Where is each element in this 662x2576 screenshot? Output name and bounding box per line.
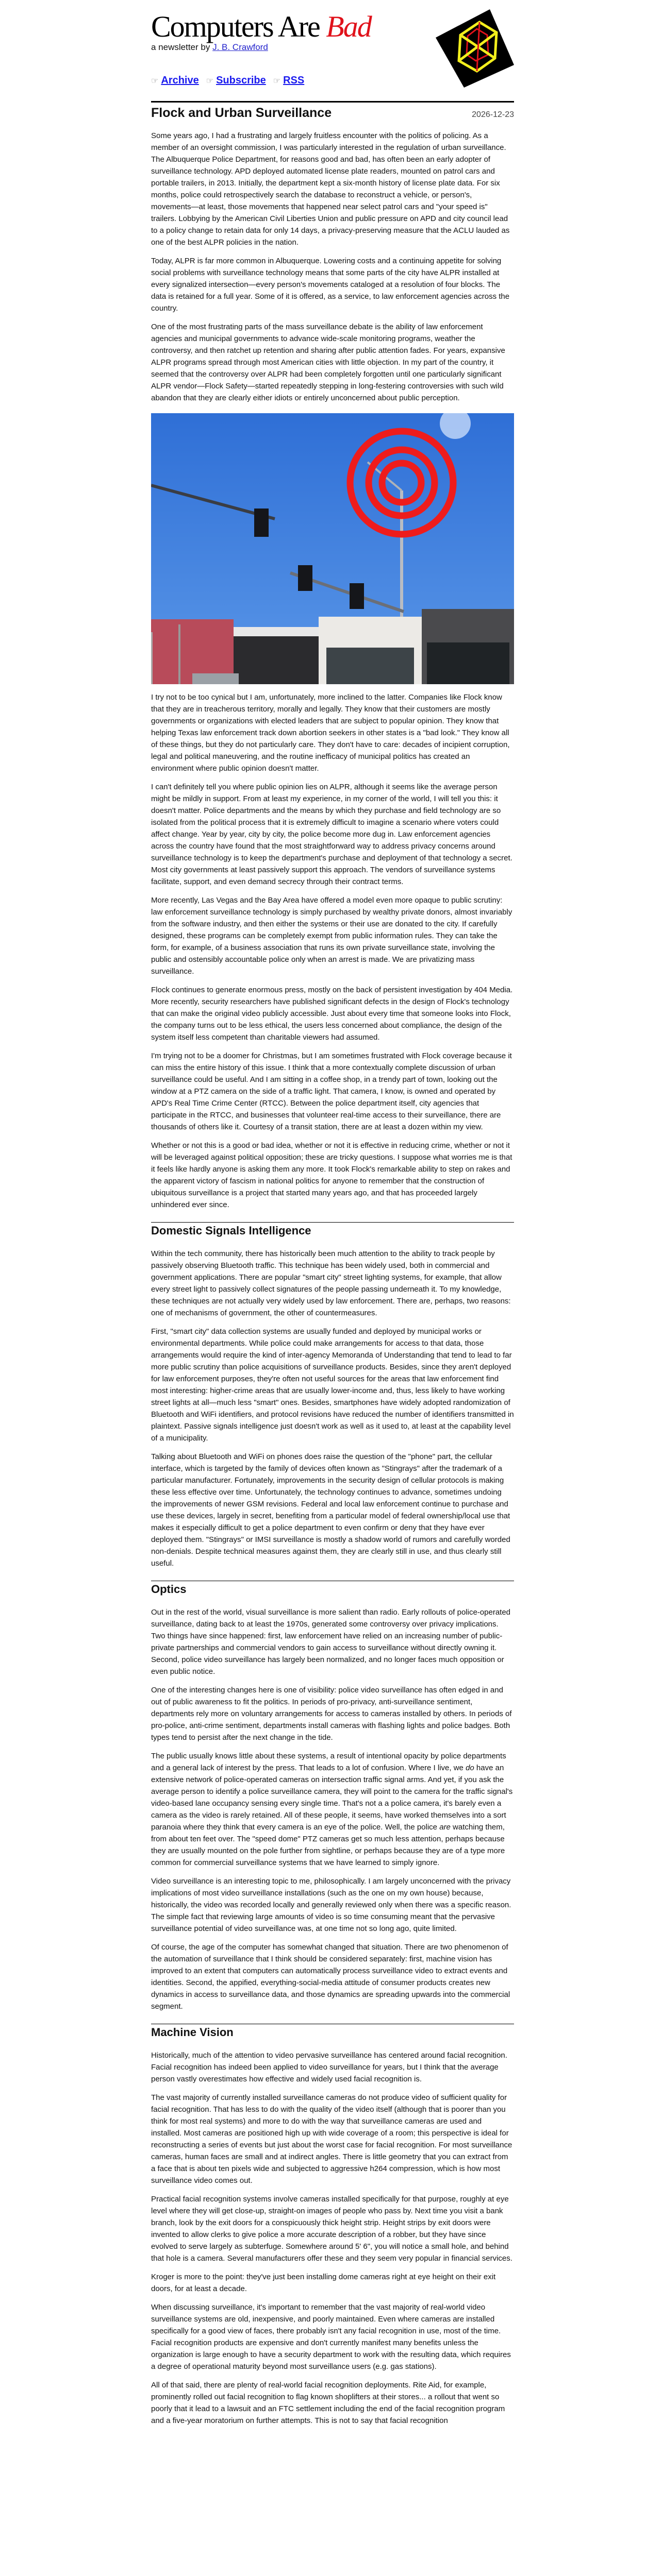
article-title: Flock and Urban Surveillance	[151, 106, 332, 120]
body-paragraph	[151, 2092, 514, 2187]
nav-rss[interactable]	[273, 75, 304, 87]
body-paragraph	[151, 130, 514, 248]
byline-prefix: a newsletter by	[151, 42, 210, 52]
paragraph-text: All of that said, there are plenty of real-world facial recognition deployments. Rite Aid, for example, prominently rolled out facial recognition to flag known shoplifters at their stores... a rollout that went so poorly that it lead to a lawsuit and an FTC settlement including the end of the facial recognition program and a five-year moratorium on further attempts. This is not to say that facial recognition	[151, 2381, 505, 2425]
site-title[interactable]	[151, 9, 371, 44]
paragraph-text: One of the interesting changes here is one of visibility: police video surveillance has often edged in and out of public awareness to fit the politics. In periods of pro-privacy, anti-surveillance sentiment, departments rely more on voluntary arrangements for access to cameras installed by others. In periods of pro-police, anti-crime sentiment, departments install cameras with flashing lights and police badges. Both types tend to persist after the next change in the tide.	[151, 1686, 512, 1742]
paragraph-text: Today, ALPR is far more common in Albuquerque. Lowering costs and a continuing appetite for solving social problems with surveillance technology means that some parts of the city have ALPR installed at every signalized intersection—every person's movements cataloged at a resolution of four blocks. The data is retained for a full year. Some of it is offered, as a service, to law enforcement agencies across the country.	[151, 257, 510, 313]
paragraph-text: First, "smart city" data collection systems are usually funded and deployed by municipal works or environmental departments. While police could make arrangements for access to that data, those arrangements would require the kind of inter-agency Memoranda of Understanding that tend to lead to far more public scrutiny than police acquisitions of surveillance products. Besides, since they aren't deployed for law enforcement purposes, they're often not useful sources for the areas that law enforcement find most interesting: higher-crime areas that are usually lower-income and, thus, less likely to have working street lights at all—much less "smart" ones. Besides, smartphones have widely adopted randomization of Bluetooth and WiFi identifiers, and protocol revisions have reduced the number of identifiers transmitted in plaintext. Passive signals intelligence just doesn't work as well as it used to, at least at the capability level of a municipality.	[151, 1327, 514, 1443]
paragraph-text: More recently, Las Vegas and the Bay Area have offered a model even more opaque to public scrutiny: law enforcement surveillance technology is simply purchased by wealthy private donors, almost invariably from the software industry, and then either the systems or their use are donated to the city. If carefully designed, these programs can be completely exempt from public information rules. They can take the form, for example, of a business association that runs its own private surveillance state, involving the public and ostensibly accountable police only when an arrest is made. We are privatizing mass surveillance.	[151, 896, 512, 976]
paragraph-text: I'm trying not to be a doomer for Christmas, but I am sometimes frustrated with Flock coverage because it can miss the entire history of this issue. I think that a more contextually complete discussion of urban surveillance could be useful. And I am sitting in a coffee shop, in a trendy part of town, looking out the window at a PTZ camera on the side of a traffic light. That camera, I know, is owned and operated by APD's Real Time Crime Center (RTCC). Between the police department itself, city agencies that participate in the RTCC, and businesses that volunteer real-time access to their surveillance, there are thousands of others like it. Courtesy of a transit station, there are at least a dozen within my view.	[151, 1052, 512, 1131]
section-heading: Optics	[151, 1583, 187, 1596]
body-paragraph	[151, 1606, 514, 1677]
body-paragraph	[151, 1684, 514, 1743]
site-logo-icon[interactable]	[436, 9, 514, 88]
body-paragraph	[151, 781, 514, 888]
article-header	[151, 106, 514, 121]
page-column	[151, 0, 514, 2427]
body-paragraph	[151, 321, 514, 404]
body-paragraph	[151, 691, 514, 774]
subscribe-link[interactable]: Subscribe	[216, 75, 266, 86]
body-paragraph	[151, 2301, 514, 2372]
paragraph-text: Some years ago, I had a frustrating and largely fruitless encounter with the politics of policing. As a member of an oversight commission, I was particularly interested in the regulation of urban surveillance. The Albuquerque Police Department, for reasons good and bad, has often been an early adopter of surveillance technology. APD deployed automated license plate readers, mounted on patrol cars and portable trailers, in 2013. Initially, the department kept a six-month history of license plate data. For six months, police could retrospectively search the database to reconstruct a vehicle, or person's, movements—at least, those movements that happened near select patrol cars and "your speed is" trailers. Lobbying by the American Civil Liberties Union and public pressure on APD and city council lead to a policy change to retain data for only 14 days, a privacy-preserving measure that the ACLU lauded as one of the best ALPR policies in the nation.	[151, 131, 510, 247]
paragraph-text: One of the most frustrating parts of the mass surveillance debate is the ability of law enforcement agencies and municipal governments to advance wide-scale monitoring programs, weather the controversy, and then ratchet up retention and sharing after public attention fades. For years, expansive ALPR programs spread through most American cities with little objection. In my part of the country, it seemed that the controversy over ALPR had been completely forgotten until one particularly significant ALPR vendor—Flock Safety—started repeatedly stepping in long-festering controversies with such wild abandon that they are clearly either idiots or entirely unconcerned about public perception.	[151, 323, 505, 402]
body-paragraph	[151, 1875, 514, 1935]
body-paragraph	[151, 255, 514, 314]
paragraph-text: Historically, much of the attention to video pervasive surveillance has centered around facial recognition. Facial recognition has indeed been applied to video surveillance for years, but I think that the average person vastly overestimates how effective and widely used facial recognition is.	[151, 2051, 507, 2083]
byline	[151, 42, 268, 53]
emphasis-text: do	[466, 1764, 474, 1772]
article-body	[151, 130, 514, 2427]
body-paragraph	[151, 1941, 514, 2012]
nav-subscribe[interactable]	[206, 75, 266, 87]
body-paragraph	[151, 1451, 514, 1569]
paragraph-text: Within the tech community, there has historically been much attention to the ability to track people by passively observing Bluetooth traffic. This technique has been widely used, both in commercial and government applications. There are popular "smart city" street lighting systems, for example, that allow every street light to passively collect signatures of the people passing underneath it. To my knowledge, these techniques are not actually very widely used by law enforcement. There are, perhaps, two reasons: one of mechanisms of government, the other of countermeasures.	[151, 1249, 511, 1317]
archive-link[interactable]: Archive	[161, 75, 199, 86]
section-heading: Domestic Signals Intelligence	[151, 1224, 311, 1237]
site-title-main: Computers Are	[151, 10, 320, 43]
article-date: 2026-12-23	[472, 110, 514, 119]
body-paragraph	[151, 2049, 514, 2085]
section-heading: Machine Vision	[151, 2026, 234, 2039]
paragraph-text: Practical facial recognition systems involve cameras installed specifically for that purpose, roughly at eye level where they will get close-up, straight-on images of people who pass by. Next time you visit a bank branch, look by the exit doors for a conspicuously thick height strip. Height strips by exit doors were invented to allow clerks to give police a more accurate description of a robber, but they have since evolved to serve largely as subterfuge. Somewhere around 5' 6", you will notice a small hole, and behind that hole is a camera. Several manufacturers offer these and they seem very popular in financial services.	[151, 2195, 512, 2263]
paragraph-text: have an extensive network of police-operated cameras on intersection traffic signal arms. And yet, if you ask the average person to identify a police surveillance camera, they will point to the camera for the traffic signal's video-based lane occupancy sensing every single time. That's not a a police camera, it's barely even a camera as the video is rarely retained. All of these people, it seems, have worked themselves into a sort paranoia where they think that every camera is an eye of the police. Well, the police	[151, 1764, 513, 1832]
site-header	[151, 0, 514, 101]
body-paragraph	[151, 1248, 514, 1319]
street-photo-alpr-camera	[151, 413, 514, 684]
body-paragraph	[151, 1140, 514, 1211]
paragraph-text: Out in the rest of the world, visual surveillance is more salient than radio. Early rollouts of police-operated surveillance, dating back to at least the 1970s, generated some controversy over privacy implications. Two things have since happened: first, law enforcement have relied on an increasing number of public-private partnerships and commercial vendors to gain access to surveillance without directly owning it. Second, police video surveillance has largely been normalized, and no longer faces much opposition or even public notice.	[151, 1608, 511, 1676]
rss-link[interactable]: RSS	[283, 75, 305, 86]
paragraph-text: Talking about Bluetooth and WiFi on phones does raise the question of the "phone" part, the cellular interface, which is targeted by the family of devices often known as "Stingrays" after the trademark of a particular manufacturer. Fortunately, improvements in the security design of cellular protocols is making these less effective over time. Unfortunately, the technology continues to advance, sometimes undoing the improvements of newer GSM revisions. Federal and local law enforcement continue to purchase and use these devices, largely in secret, benefiting from a particular model of federal ownership/local use that makes it especially difficult to get a police department to even confirm or deny that they have ever deployed them. "Stingrays" or IMSI surveillance is mostly a shadow world of rumors and carefully worded non-denials. Despite technical measures against them, they are clearly still in use, and thus clearly still useful.	[151, 1452, 510, 1568]
author-link[interactable]: J. B. Crawford	[212, 42, 268, 52]
section-divider	[151, 1222, 514, 1223]
paragraph-text: watching them, from about ten feet over. The "speed dome" PTZ cameras get so much less attention, perhaps because they are usually mounted on the pole further from sightline, or perhaps because they are of a type more common for commercial surveillance systems that we have learned to simply ignore.	[151, 1823, 505, 1867]
pointing-hand-icon: ☞	[151, 77, 159, 86]
body-paragraph	[151, 2193, 514, 2264]
body-paragraph	[151, 2379, 514, 2427]
site-title-accent: Bad	[326, 10, 371, 43]
paragraph-text: I try not to be too cynical but I am, unfortunately, more inclined to the latter. Companies like Flock know that they are in treacherous territory, morally and legally. They know that their customers are mostly governments or organizations with elected leaders that are subject to popular opinion. They know that helping Texas law enforcement track down abortion seekers in other states is a "bad look." They know all of these things, but they do not particularly care. They don't have to care: decades of incipient corruption, legal and political maneuvering, and the routine inefficacy of municipal politics has created an environment where public opinion doesn't matter.	[151, 693, 510, 773]
paragraph-text: Flock continues to generate enormous press, mostly on the back of persistent investigation by 404 Media. More recently, security researchers have published significant defects in the design of Flock's technology that can make the original video publicly accessible. Just about every time that someone looks into Flock, the company turns out to be less ethical, the users less concerned about compliance, the design of the system itself less competent than charitable viewers had assumed.	[151, 986, 513, 1042]
body-paragraph	[151, 1750, 514, 1869]
paragraph-text: Kroger is more to the point: they've just been installing dome cameras right at eye height on their exit doors, for at least a decade.	[151, 2273, 496, 2293]
body-paragraph	[151, 984, 514, 1043]
paragraph-text: Whether or not this is a good or bad idea, whether or not it is effective in reducing crime, whether or not it will be leveraged against political opposition; these are tricky questions. I suppose what worries me is that it feels like hardly anyone is asking them any more. It took Flock's remarkable ability to step on rakes and the apparent victory of fascism in national politics for anyone to remember that the construction of ubiquitous surveillance is a project that started many years ago, and that has proceeded largely unhindered ever since.	[151, 1141, 512, 1209]
body-paragraph	[151, 2271, 514, 2295]
paragraph-text: The vast majority of currently installed surveillance cameras do not produce video of sufficient quality for facial recognition. That has less to do with the quality of the video itself (although that is poorer than you think for most real systems) and more to do with the way that surveillance cameras are used and installed. Most cameras are positioned high up with wide coverage of a room; this perspective is ideal for reconstructing a series of events but just about the worst case for facial recognition. For most surveillance cameras, human faces are small and at indirect angles. There is little geometry that you can extract from a face that is about ten pixels wide and subjected to aggressive h264 compression, which is how most surveillance video comes out.	[151, 2093, 512, 2185]
paragraph-text: Video surveillance is an interesting topic to me, philosophically. I am largely unconcerned with the privacy implications of most video surveillance installations (such as the one on my own house) because, historically, the video was recorded locally and generally reviewed only when there was a specific reason. The simple fact that reviewing large amounts of video is so time consuming meant that the pervasive surveillance potential of video surveillance was, at one time not so long ago, quite limited.	[151, 1877, 511, 1933]
nav-archive[interactable]	[151, 75, 199, 87]
paragraph-text: I can't definitely tell you where public opinion lies on ALPR, although it seems like the average person might be mildly in support. From at least my experience, in my corner of the world, I will tell you this: it doesn't matter. Police departments and the means by which they purchase and field technology are so isolated from the political process that it is extremely difficult to imagine a scenario where voters could affect change. Year by year, city by city, the police become more dug in. Law enforcement agencies across the country have found that the most straightforward way to address privacy concerns around surveillance technology is to keep the department's purchase and deployment of that technology a secret. Most city governments at least passively support this approach. The vendors of surveillance systems facilitate, support, and even demand secrecy through their contract terms.	[151, 783, 512, 886]
body-paragraph	[151, 1050, 514, 1133]
pointing-hand-icon: ☞	[273, 77, 281, 86]
site-nav	[151, 75, 304, 87]
body-paragraph	[151, 1326, 514, 1444]
pointing-hand-icon: ☞	[206, 77, 214, 86]
paragraph-text: The public usually knows little about these systems, a result of intentional opacity by police departments and a general lack of interest by the press. That leads to a lot of confusion. Where I live, we	[151, 1752, 506, 1772]
paragraph-text: When discussing surveillance, it's important to remember that the vast majority of real-world video surveillance systems are old, inexpensive, and poorly maintained. Even where cameras are installed specifically for a good view of faces, there probably isn't any facial recognition in use, most of the time. Facial recognition products are expensive and don't currently manifest many benefits unless the organization is large enough to have a security department to work with the resulting data, which requires a degree of operational maturity beyond most surveillance users (e.g. gas stations).	[151, 2303, 511, 2371]
body-paragraph	[151, 894, 514, 977]
emphasis-text: are	[439, 1823, 451, 1832]
paragraph-text: Of course, the age of the computer has somewhat changed that situation. There are two phenomenon of the automation of surveillance that I think should be considered separately: first, machine vision has improved to an extent that computers can automatically process surveillance video to extract events and identities. Second, the appified, everything-social-media attitude of consumer products creates new dynamics in access to surveillance data, and those dynamics are spreading upwards into the commercial segment.	[151, 1943, 510, 2011]
header-divider	[151, 101, 514, 103]
